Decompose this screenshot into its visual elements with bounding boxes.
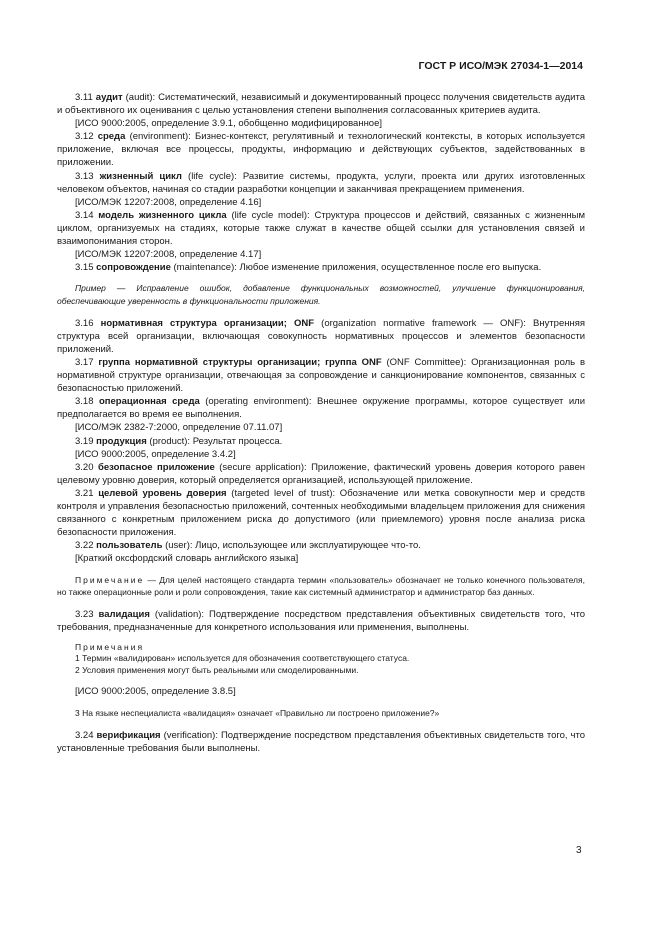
entry-term: валидация <box>98 608 150 620</box>
entry-term: группа нормативной структуры организации; группа ONF <box>98 357 382 368</box>
example-note: Пример — Исправление ошибок, добавление функциональных возможностей, улучшение функционирования, обеспечивающие уверенность в функциональности приложения. <box>57 283 585 306</box>
entry-term: модель жизненного цикла <box>98 209 227 221</box>
entry-definition: (life cycle model): Структура процессов и действий, связанных с жизненным циклом, организуемых на стадиях, которые также служат в качестве общей ссылки для установления связей и взаимопонимания сторон. <box>57 209 585 248</box>
entry-term: сопровождение <box>96 262 171 274</box>
entry-number: 3.20 <box>75 461 94 473</box>
entry-term: верификация <box>96 730 161 742</box>
entry-number: 3.11 <box>75 92 93 103</box>
entry-3-24 <box>57 729 585 755</box>
entry-term: жизненный цикл <box>99 170 182 182</box>
page-number: 3 <box>576 845 582 856</box>
entry-term: аудит <box>95 92 123 103</box>
entry-3-15 <box>57 261 585 274</box>
entry-definition: (life cycle): Развитие системы, продукта, услуги, проекта или других изготовленных человеком объектов, начиная со стадии разработки концепции и заканчивая прекращением применения. <box>57 170 585 195</box>
entry-3-18 <box>57 395 585 421</box>
entry-definition: (targeted level of trust): Обозначение или метка совокупности мер и средств контроля и управления безопасностью приложений, сочтенных необходимыми владельцем приложения для снижения связанного с конкретным приложением риска до допустимого (или приемлемого) уровня после анализа риска безопасности приложения. <box>57 487 586 539</box>
entry-number: 3.16 <box>75 317 94 329</box>
entry-3-17 <box>57 356 585 395</box>
entry-3-12 <box>57 130 585 169</box>
entry-definition: (secure application): Приложение, фактический уровень доверия которого равен целевому уровню доверия, который определяется организацией, использующей приложение. <box>57 461 586 486</box>
entry-3-14 <box>57 209 585 248</box>
entry-number: 3.19 <box>75 435 94 447</box>
entry-definition: (verification): Подтверждение посредством представления объективных свидетельств того, что установленные требования были выполнены. <box>57 730 586 755</box>
note-block <box>57 574 585 598</box>
entry-reference: [ИСО/МЭК 12207:2008, определение 4.16] <box>75 196 262 208</box>
entry-definition: (environment): Бизнес-контекст, регулятивный и технологический контексты, в которых используется приложение, включая все процессы, продукты, информацию и действующих субъектов, задействованных в приложении. <box>57 131 586 169</box>
entry-number: 3.17 <box>75 357 94 368</box>
standard-header: ГОСТ Р ИСО/МЭК 27034-1—2014 <box>418 60 583 72</box>
entry-number: 3.18 <box>75 396 94 408</box>
entry-number: 3.23 <box>75 608 94 620</box>
entry-3-22 <box>57 539 585 552</box>
entry-reference: [Краткий оксфордский словарь английского языка] <box>75 553 299 565</box>
entry-3-16 <box>57 317 585 356</box>
entry-3-19 <box>57 435 585 448</box>
entry-definition: (operating environment): Внешнее окружение программы, которое существует или предполагается во время ее выполнения. <box>57 396 586 421</box>
entry-term: нормативная структура организации; ONF <box>100 317 315 329</box>
entry-term: безопасное приложение <box>97 461 215 473</box>
entry-number: 3.13 <box>75 170 94 182</box>
entry-number: 3.22 <box>75 540 94 552</box>
entry-number: 3.15 <box>75 262 94 274</box>
entry-reference: [ИСО/МЭК 12207:2008, определение 4.17] <box>75 249 262 261</box>
document-body <box>57 91 585 755</box>
entry-3-21 <box>57 487 585 539</box>
notes-label: Примечания <box>75 641 145 652</box>
entry-definition: (user): Лицо, использующее или эксплуатирующее что-то. <box>165 540 421 552</box>
entry-number: 3.14 <box>75 209 94 221</box>
notes-item: 3 На языке неспециалиста «валидация» означает «Правильно ли построено приложение?» <box>75 708 440 719</box>
entry-definition: (product): Результат процесса. <box>149 435 283 447</box>
entry-term: продукция <box>96 435 147 447</box>
entry-number: 3.12 <box>75 131 94 143</box>
note-text: — Для целей настоящего стандарта термин «пользователь» обозначает не только конечного пользователя, но также операционные роли и роли сопровождения, такие как системный администратор и администратор баз данных. <box>57 574 585 597</box>
entry-definition: (organization normative framework — ONF): Внутренняя структура всей организации, включающая совокупность нормативных процессов и элементов безопасности приложений. <box>57 317 586 355</box>
entry-reference: [ИСО/МЭК 2382-7:2000, определение 07.11.07] <box>75 422 283 434</box>
notes-item: 1 Термин «валидирован» используется для обозначения соответствующего статуса. <box>75 653 410 664</box>
entry-reference: [ИСО 9000:2005, определение 3.8.5] <box>75 686 236 698</box>
entry-term: целевой уровень доверия <box>98 487 227 499</box>
notes-item: 2 Условия применения могут быть реальными или смоделированными. <box>75 665 359 676</box>
entry-definition: (audit): Систематический, независимый и документированный процесс получения свидетельств аудита и объективного их оценивания с целью установления степени выполнения согласованных критериев аудита. <box>57 92 586 117</box>
entry-number: 3.21 <box>75 487 94 499</box>
entry-definition: (ONF Committee): Организационная роль в нормативной структуре организации, отвечающая за сопровождение и санкционирование компонентов, связанных с безопасностью приложений. <box>57 357 586 395</box>
entry-definition: (maintenance): Любое изменение приложения, осуществленное после его выпуска. <box>173 262 542 274</box>
entry-definition: (validation): Подтверждение посредством представления объективных свидетельств того, что требования, предназначенные для конкретного использования или применения, выполнены. <box>57 608 586 633</box>
entry-3-20 <box>57 461 585 487</box>
entry-3-13 <box>57 170 585 196</box>
entry-reference: [ИСО 9000:2005, определение 3.9.1, обобщенно модифицированное] <box>75 118 383 130</box>
entry-term: пользователь <box>96 540 163 552</box>
notes-block <box>57 642 585 677</box>
note-label: Примечание <box>75 574 145 585</box>
entry-3-23 <box>57 608 585 634</box>
entry-reference: [ИСО 9000:2005, определение 3.4.2] <box>75 448 236 460</box>
entry-number: 3.24 <box>75 730 94 742</box>
entry-term: среда <box>97 131 126 143</box>
entry-term: операционная среда <box>98 396 200 408</box>
entry-3-11 <box>57 91 585 117</box>
